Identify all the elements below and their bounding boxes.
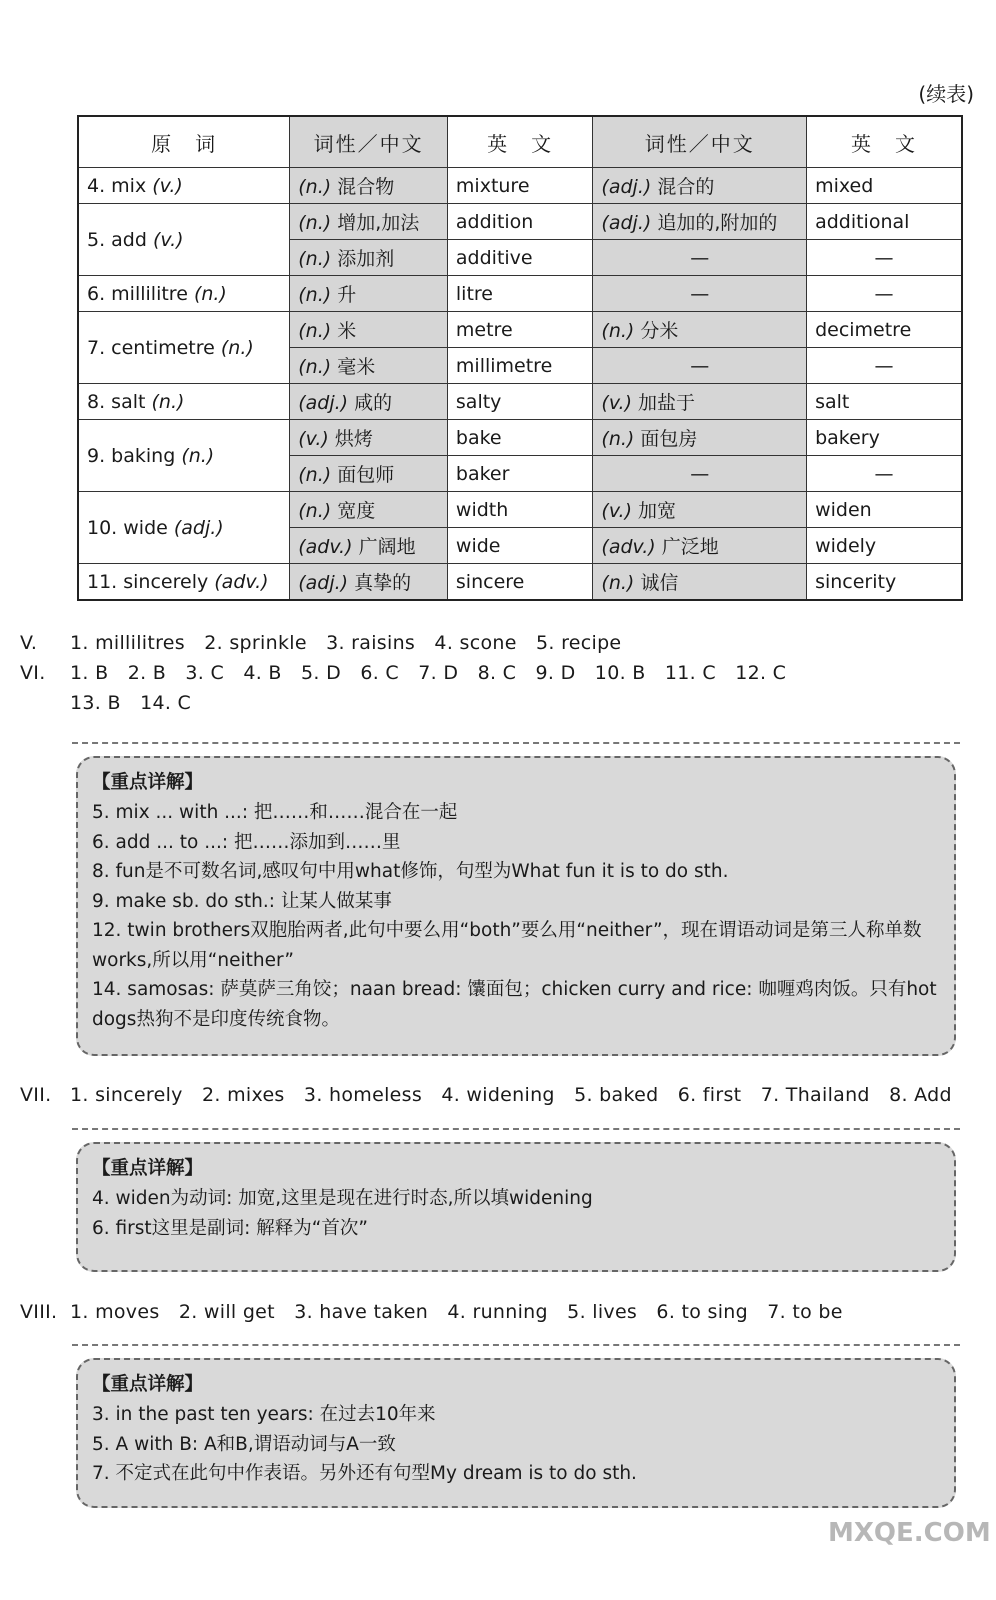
english-cell: salty [447,384,593,420]
explanation-item: 3. in the past ten years: 在过去10年来 [92,1404,436,1425]
meaning-cell: (adv.) 广泛地 [593,528,807,564]
meaning-cell: (n.) 诚信 [593,564,807,601]
explanation-item: 7. 不定式在此句中作表语。另外还有句型My dream is to do sth. [92,1463,637,1484]
explanation-item: 6. add ... to ...: 把……添加到……里 [92,831,401,853]
explanation-item: 8. fun是不可数名词,感叹句中用what修饰，句型为What fun it is to do sth. [92,861,729,882]
section-vi-answers-cont: 13. B 14. C [70,692,192,714]
meaning-cell: (n.) 面包房 [593,420,807,456]
section-number: V. [20,632,38,654]
meaning-cell: (adv.) 广阔地 [290,528,448,564]
meaning-cell: (n.) 面包师 [290,456,448,492]
table-row [78,492,962,528]
explanation-box [76,1142,956,1272]
english-cell: litre [447,276,593,312]
english-cell: width [447,492,593,528]
meaning-cell: (n.) 添加剂 [290,240,448,276]
header-pos-chinese: 词性／中文 [593,116,807,168]
word-cell: 7. centimetre (n.) [78,312,290,384]
table-row [78,384,962,420]
explanation-item: 14. samosas: 萨莫萨三角饺；naan bread: 馕面包；chicken curry and rice: 咖喱鸡肉饭。只有hot dogs热狗不是印度传统食物。 [92,979,937,1030]
explanation-box [76,756,956,1056]
meaning-cell: (adj.) 追加的,附加的 [593,204,807,240]
table-row [78,204,962,240]
dashed-divider [72,742,960,744]
dash-cell: — [593,348,807,384]
table-row [78,312,962,348]
dash-cell: — [593,276,807,312]
dash-cell: — [593,240,807,276]
header-english: 英 文 [807,116,962,168]
english-cell: wide [447,528,593,564]
watermark-logo: MXQE.COM [828,1518,991,1548]
english-cell: salt [807,384,962,420]
section-vii-answers [20,1080,952,1107]
section-viii-answers [20,1297,843,1324]
english-cell: metre [447,312,593,348]
dash-cell: — [807,456,962,492]
english-cell: widely [807,528,962,564]
meaning-cell: (adj.) 咸的 [290,384,448,420]
section-number: VII. [20,1084,52,1106]
meaning-cell: (n.) 米 [290,312,448,348]
word-cell: 8. salt (n.) [78,384,290,420]
english-cell: additional [807,204,962,240]
answer-text: 1. B 2. B 3. C 4. B 5. D 6. C 7. D 8. C 9. D 10. B 11. C 12. C [70,662,787,684]
meaning-cell: (n.) 增加,加法 [290,204,448,240]
meaning-cell: (adj.) 混合的 [593,168,807,204]
dashed-divider [72,1128,960,1130]
english-cell: baker [447,456,593,492]
english-cell: additive [447,240,593,276]
table-row [78,168,962,204]
meaning-cell: (n.) 宽度 [290,492,448,528]
table-row [78,564,962,601]
dash-cell: — [593,456,807,492]
answer-text: 1. sincerely 2. mixes 3. homeless 4. widening 5. baked 6. first 7. Thailand 8. Add [70,1084,952,1106]
dash-cell: — [807,240,962,276]
header-english: 英 文 [447,116,593,168]
english-cell: mixture [447,168,593,204]
english-cell: decimetre [807,312,962,348]
answer-text: 1. millilitres 2. sprinkle 3. raisins 4. scone 5. recipe [70,632,622,654]
english-cell: millimetre [447,348,593,384]
meaning-cell: (n.) 分米 [593,312,807,348]
meaning-cell: (adj.) 真挚的 [290,564,448,601]
english-cell: bakery [807,420,962,456]
table-row [78,420,962,456]
answer-text: 1. moves 2. will get 3. have taken 4. running 5. lives 6. to sing 7. to be [70,1301,843,1323]
word-cell: 6. millilitre (n.) [78,276,290,312]
header-original-word: 原 词 [78,116,290,168]
explanation-item: 12. twin brothers双胞胎两者,此句中要么用“both”要么用“neither”，现在谓语动词是第三人称单数works,所以用“neither” [92,920,922,971]
box-title: 【重点详解】 [92,772,204,793]
meaning-cell: (n.) 混合物 [290,168,448,204]
word-cell: 5. add (v.) [78,204,290,276]
table-header-row [78,116,962,168]
continued-label: (续表) [918,82,974,106]
section-number: VI. [20,662,46,684]
explanation-item: 5. A with B: A和B,谓语动词与A一致 [92,1433,396,1455]
word-cell: 9. baking (n.) [78,420,290,492]
section-vi-answers [20,658,786,685]
section-v-answers [20,628,621,655]
box-title: 【重点详解】 [92,1374,204,1395]
english-cell: sincerity [807,564,962,601]
header-pos-chinese: 词性／中文 [290,116,448,168]
meaning-cell: (v.) 加宽 [593,492,807,528]
english-cell: widen [807,492,962,528]
meaning-cell: (n.) 升 [290,276,448,312]
dash-cell: — [807,276,962,312]
explanation-item: 4. widen为动词: 加宽,这里是现在进行时态,所以填widening [92,1188,593,1209]
word-cell: 10. wide (adj.) [78,492,290,564]
explanation-box [76,1358,956,1508]
english-cell: mixed [807,168,962,204]
dashed-divider [72,1344,960,1346]
english-cell: sincere [447,564,593,601]
meaning-cell: (n.) 毫米 [290,348,448,384]
explanation-item: 5. mix ... with ...: 把……和……混合在一起 [92,802,458,823]
explanation-item: 6. first这里是副词: 解释为“首次” [92,1217,368,1239]
explanation-item: 9. make sb. do sth.: 让某人做某事 [92,890,392,912]
meaning-cell: (v.) 烘烤 [290,420,448,456]
meaning-cell: (v.) 加盐于 [593,384,807,420]
english-cell: bake [447,420,593,456]
table-row [78,276,962,312]
dash-cell: — [807,348,962,384]
word-cell: 11. sincerely (adv.) [78,564,290,601]
english-cell: addition [447,204,593,240]
word-table [77,115,963,601]
box-title: 【重点详解】 [92,1158,204,1179]
word-cell: 4. mix (v.) [78,168,290,204]
section-number: VIII. [20,1301,58,1323]
